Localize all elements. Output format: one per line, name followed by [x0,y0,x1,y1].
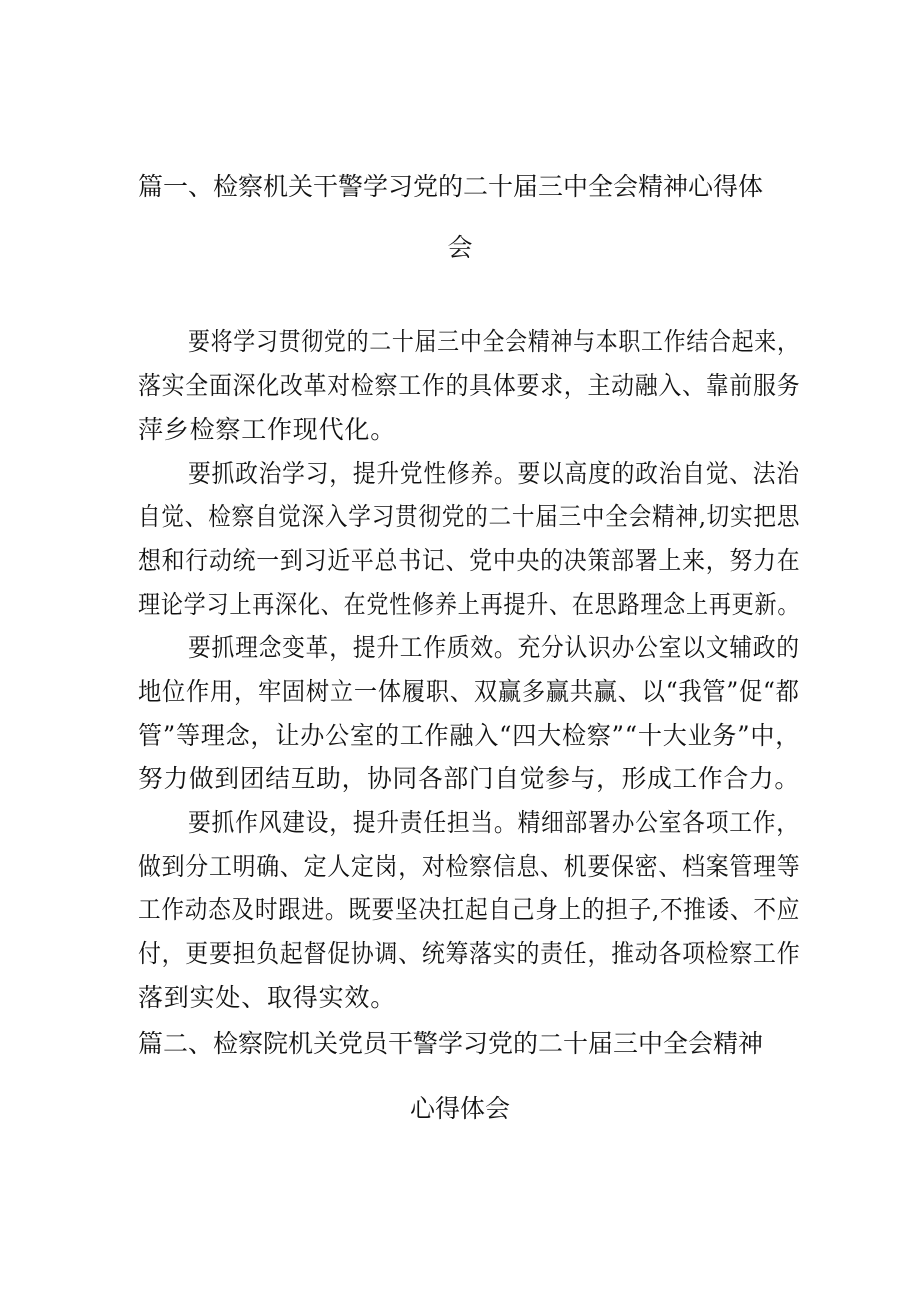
p4-line2: 做到分工明确、定人定岗，对检察信息、机要保密、档案管理等 [138,852,801,881]
p3-line2: 地位作用，牢固树立一体履职、双赢多赢共赢、以“我管”促“都 [138,677,800,706]
p1-line3: 萍乡检察工作现代化。 [138,415,397,444]
p4-line3: 工作动态及时跟进。既要坚决扛起自己身上的担子,不推诿、不应 [138,895,801,924]
section2-title-line2: 心得体会 [409,1094,510,1123]
p4-line5: 落到实处、取得实效。 [138,983,397,1012]
p1-line1: 要将学习贯彻党的二十届三中全会精神与本职工作结合起来， [188,327,800,356]
p3-line1: 要抓理念变革，提升工作质效。充分认识办公室以文辅政的 [188,633,800,662]
section2-title-line1: 篇二、检察院机关党员干警学习党的二十届三中全会精神 [138,1029,764,1058]
p2-line1: 要抓政治学习，提升党性修养。要以高度的政治自觉、法治 [188,459,800,488]
p4-line4: 付，更要担负起督促协调、统筹落实的责任，推动各项检察工作 [138,939,801,968]
section1-title-line2: 会 [447,233,473,262]
p2-line2: 自觉、检察自觉深入学习贯彻党的二十届三中全会精神,切实把思 [138,502,801,531]
p3-line3: 管”等理念，让办公室的工作融入“四大检察”“十大业务”中， [138,721,801,750]
p3-line4: 努力做到团结互助，协同各部门自觉参与，形成工作合力。 [138,764,800,793]
p4-line1: 要抓作风建设，提升责任担当。精细部署办公室各项工作， [188,808,800,837]
p1-line2: 落实全面深化改革对检察工作的具体要求，主动融入、靠前服务 [138,371,801,400]
section1-title-line1: 篇一、检察机关干警学习党的二十届三中全会精神心得体 [138,172,764,201]
p2-line4: 理论学习上再深化、在党性修养上再提升、在思路理念上再更新。 [138,590,801,619]
p2-line3: 想和行动统一到习近平总书记、党中央的决策部署上来，努力在 [138,546,801,575]
